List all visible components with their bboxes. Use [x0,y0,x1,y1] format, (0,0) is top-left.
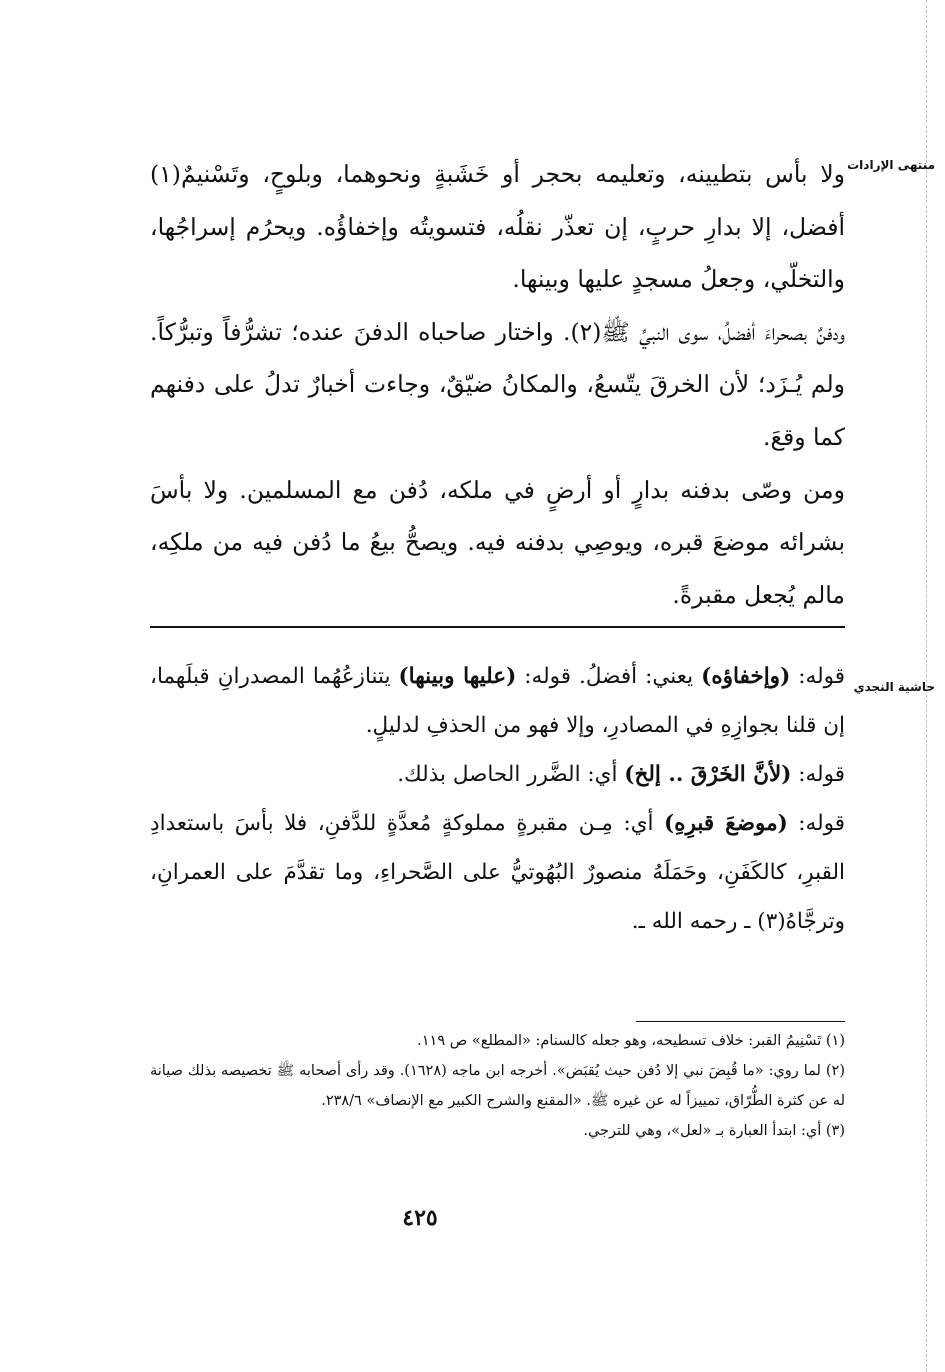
hashiya-keyword: (وإخفاؤه) [701,664,791,689]
main-paragraph-3: ومن وصّى بدفنه بدارٍ أو أرضٍ في ملكه، دُفن مع المسلمين. ولا بأسَ بشرائه موضعَ قبره، ويوصِي بدفنه فيه. ويصحُّ بيعُ ما دُفن فيه من ملكِه، مالم يُجعل مقبرةً. [150,475,845,609]
main-paragraph-2: ودفنٌ بصحراءَ أفضلُ، سوى النبيِّ ﷺ(٢). واختار صاحباه الدفنَ عنده؛ تشرُّفاً وتبرُّكاً. ولم يُـزَد؛ لأن الخرقَ يتّسعُ، والمكانُ ضيّقٌ، وجاءت أخبارٌ تدلُ على دفنهم كما وقعَ. [150,317,845,451]
hashiya-keyword: (لأنَّ الخَرْقَ .. إلخ) [624,762,792,787]
section-divider [150,626,845,628]
footnote-3: (٣) أي: ابتدأ العبارة بـ «لعل»، وهي للترجي. [583,1123,845,1139]
hashiya-paragraph-3 [150,799,845,946]
hashiya-paragraph-2 [150,750,845,799]
main-text [150,148,845,621]
hashiya-text-segment: يتنازعُهُما المصدرانِ قبلَهما، إن قلنا بجوازِهِ في المصادرِ، وإلا فهو من الحذفِ لدليلٍ. [150,664,845,738]
hashiya-paragraph-1 [150,652,845,750]
hashiya-keyword: (موضعَ قبرِهِ) [664,811,788,836]
hashiya-source-label: حاشية النجدي [853,680,935,694]
page-number: ٤٢٥ [402,1205,438,1231]
hashiya-quote-lead: قوله: [787,811,846,836]
hashiya-text-segment: أي: الضَّرر الحاصل بذلك. [397,762,625,787]
hashiya-quote-lead: قوله: [790,664,846,689]
main-paragraph-1: ولا بأس بتطيينه، وتعليمه بحجر أو خَشَبةٍ ونحوهما، وبلوحٍ، وتَسْنيمٌ(١) أفضل، إلا بدارِ حربٍ، إن تعذّر نقلُه، فتسويتُه وإخفاؤُه. ويحرُم إسراجُها، والتخلّي، وجعلُ مسجدٍ عليها وبينها. [150,160,845,294]
footnotes [150,1026,845,1146]
matn-source-label: منتهى الإرادات [847,158,935,172]
hashiya-text-segment: يعني: أفضلُ. قوله: [516,664,702,689]
hashiya-keyword: (عليها وبينها) [398,664,517,689]
hashiya-commentary [150,652,845,946]
footnote-1: (١) تَسْنِيمُ القبر: خلاف تسطيحه، وهو جعله كالسنام: «المطلع» ص ١١٩. [417,1033,845,1049]
footnote-separator [636,1021,845,1022]
footnote-2: (٢) لما روي: «ما قُبِضَ نبي إلا دُفن حيث يُقبَض». أخرجه ابن ماجه (١٦٢٨). وقد رأى أصحابه ﷺ تخصيصه بذلك صيانة له عن كثرة الطُّرّاق، تمييزاً له عن غيره ﷺ. «المقنع والشرح الكبير مع الإنصاف» ٢٣٨/٦. [150,1063,845,1109]
hashiya-text-segment: أي: مِـن مقبرةٍ مملوكةٍ مُعدَّةٍ للدَّفنِ، فلا بأسَ باستعدادِ القبرِ، كالكَفَنِ، وحَمَلَهُ منصورٌ البُهُوتيُّ على الصَّحراءِ، وما تقدَّمَ على العمرانِ، وترجَّاهُ(٣) ـ رحمه الله ـ. [150,811,845,934]
hashiya-quote-lead: قوله: [791,762,845,787]
